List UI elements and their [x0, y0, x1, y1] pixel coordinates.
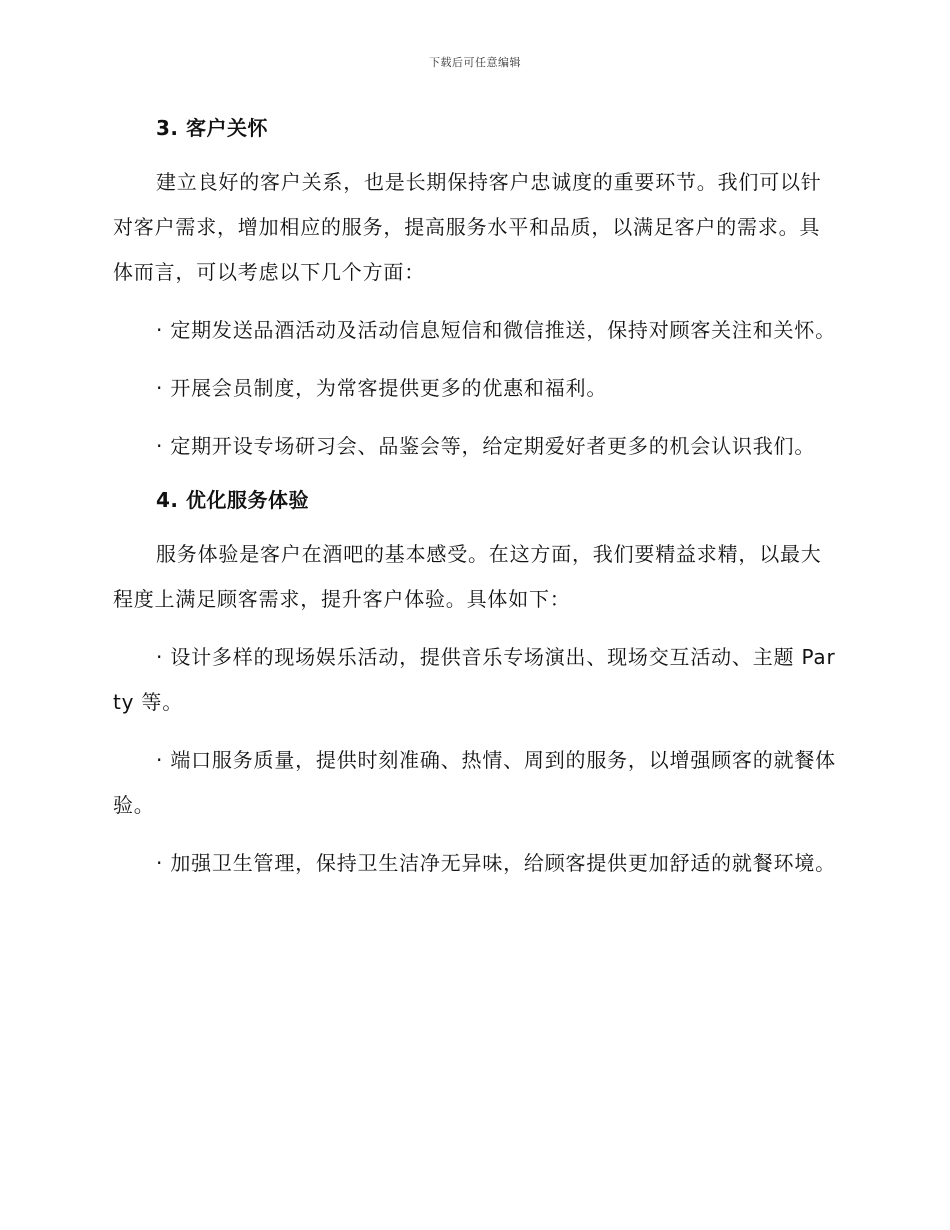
bullet-item: · 端口服务质量，提供时刻准确、热情、周到的服务，以增强顾客的就餐体验。 — [113, 748, 836, 817]
paragraph-intro: 服务体验是客户在酒吧的基本感受。在这方面，我们要精益求精，以最大程度上满足顾客需求，提升客户体验。具体如下： — [113, 542, 822, 611]
bullet-item: · 定期发送品酒活动及活动信息短信和微信推送，保持对顾客关注和关怀。 — [156, 318, 836, 342]
bullet-item: · 加强卫生管理，保持卫生洁净无异味，给顾客提供更加舒适的就餐环境。 — [156, 851, 836, 875]
paragraph-intro: 建立良好的客户关系，也是长期保持客户忠诚度的重要环节。我们可以针对客户需求，增加相应的服务，提高服务水平和品质，以满足客户的需求。具体而言，可以考虑以下几个方面： — [113, 170, 822, 284]
document-body — [113, 110, 838, 886]
section-heading-service-experience: 4. 优化服务体验 — [156, 488, 309, 512]
bullet-item: · 定期开设专场研习会、品鉴会等，给定期爱好者更多的机会认识我们。 — [156, 434, 816, 458]
bullet-item: · 开展会员制度，为常客提供更多的优惠和福利。 — [156, 376, 608, 400]
section-heading-customer-care: 3. 客户关怀 — [156, 116, 268, 140]
page-header-watermark: 下载后可任意编辑 — [429, 56, 521, 69]
bullet-item: · 设计多样的现场娱乐活动，提供音乐专场演出、现场交互活动、主题 Party 等。 — [113, 645, 836, 714]
